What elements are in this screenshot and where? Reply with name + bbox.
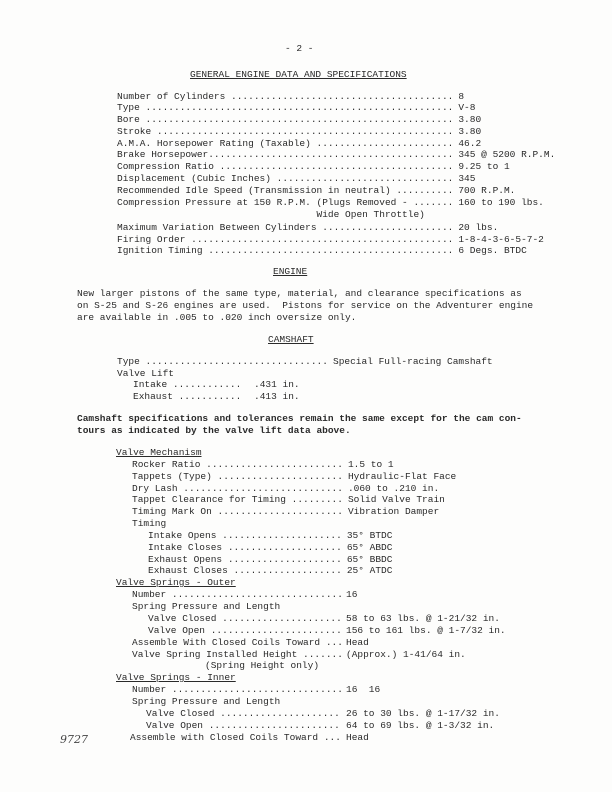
spec-value: 65° ABDC xyxy=(346,541,393,553)
camshaft-type-label: Type ................................ xyxy=(117,356,328,367)
spec-value: 46.2 xyxy=(458,138,482,149)
engine-paragraph-line: New larger pistons of the same type, material, and clearance specifications as xyxy=(77,288,522,299)
spec-row xyxy=(132,483,439,494)
spec-value: V-8 xyxy=(458,102,476,113)
spec-value: 8 xyxy=(458,91,465,102)
spec-row xyxy=(117,138,481,149)
engine-paragraph-line: on S-25 and S-26 engines are used. Pistons for service on the Adventurer engine xyxy=(77,300,534,311)
spec-row xyxy=(117,173,475,184)
outer-closed-value: 58 to 63 lbs. @ 1-21/32 in. xyxy=(346,613,500,624)
outer-installed-label: Valve Spring Installed Height ....... xyxy=(132,649,343,660)
inner-number-label: Number .............................. xyxy=(132,684,343,695)
spec-label: Exhaust Closes ................... xyxy=(148,565,342,577)
inner-assemble-value: Head xyxy=(346,732,369,743)
exhaust-lift-label: Exhaust ........... xyxy=(133,391,242,402)
outer-installed-value: (Approx.) 1-41/64 in. xyxy=(346,649,466,660)
spec-value: 1.5 to 1 xyxy=(347,459,394,470)
spec-value: 345 @ 5200 R.P.M. xyxy=(458,149,556,160)
timing-label: Timing xyxy=(132,518,167,529)
spec-label: Dry Lash ............................ xyxy=(132,482,343,494)
inner-open-value: 64 to 69 lbs. @ 1-3/32 in. xyxy=(346,720,495,731)
spec-value: .060 to .210 in. xyxy=(347,482,440,494)
camshaft-type-value: Special Full-racing Camshaft xyxy=(333,356,493,367)
spec-row xyxy=(132,506,439,517)
spec-label: Compression Pressure at 150 R.P.M. (Plugs Removed - ....... xyxy=(117,197,454,208)
valve-lift-label: Valve Lift xyxy=(117,368,175,379)
inner-number-value: 16 16 xyxy=(346,684,381,695)
spec-label: Firing Order .............................................. xyxy=(117,234,454,245)
spec-value: 20 lbs. xyxy=(458,222,499,233)
spec-label: Maximum Variation Between Cylinders ....................... xyxy=(117,222,454,233)
spec-label: Wide Open Throttle) xyxy=(117,209,425,220)
outer-open-value: 156 to 161 lbs. @ 1-7/32 in. xyxy=(346,625,506,636)
spec-row xyxy=(132,459,394,470)
spec-label: Rocker Ratio ........................ xyxy=(132,459,343,470)
camshaft-paragraph-line: Camshaft specifications and tolerances remain the same except for the cam con- xyxy=(77,413,522,424)
spec-label: Displacement (Cubic Inches) ............................... xyxy=(117,173,454,184)
outer-closed-label: Valve Closed ..................... xyxy=(148,613,342,624)
camshaft-paragraph-line: tours as indicated by the valve lift data above. xyxy=(77,425,351,436)
exhaust-lift-value: .413 in. xyxy=(254,391,300,402)
outer-assemble-label: Assemble With Closed Coils Toward ... xyxy=(132,637,343,648)
spec-value: 3.80 xyxy=(458,126,482,137)
spec-row xyxy=(117,209,447,220)
spec-value: 6 Degs. BTDC xyxy=(458,245,527,256)
inner-assemble-label: Assemble with Closed Coils Toward ... xyxy=(130,732,341,743)
spec-value: 160 to 190 lbs. xyxy=(458,197,544,208)
spec-row xyxy=(148,530,392,541)
springs-inner-title: Valve Springs - Inner xyxy=(116,672,236,683)
spec-label: Intake Opens ..................... xyxy=(148,530,342,541)
spec-row xyxy=(117,161,510,172)
outer-pressure-label: Spring Pressure and Length xyxy=(132,601,281,612)
spec-row xyxy=(148,542,392,553)
outer-open-label: Valve Open ....................... xyxy=(148,625,342,636)
spec-value: 65° BBDC xyxy=(346,553,393,565)
spec-row xyxy=(117,197,544,208)
spec-value: 35° BTDC xyxy=(346,530,393,541)
intake-lift-label: Intake ............ xyxy=(133,379,242,390)
outer-number-value: 16 xyxy=(346,589,358,600)
spec-label: Recommended Idle Speed (Transmission in neutral) .......... xyxy=(117,185,454,196)
inner-pressure-label: Spring Pressure and Length xyxy=(132,696,281,707)
spec-row xyxy=(132,494,445,505)
spec-label: Tappets (Type) ...................... xyxy=(132,470,343,482)
engine-paragraph-line: are available in .005 to .020 inch oversize only. xyxy=(77,312,357,323)
spec-label: Number of Cylinders ....................................... xyxy=(117,91,454,102)
outer-installed-note: (Spring Height only) xyxy=(205,660,320,671)
inner-closed-value: 26 to 30 lbs. @ 1-17/32 in. xyxy=(346,708,500,719)
spec-row xyxy=(117,185,515,196)
spec-row xyxy=(117,102,475,113)
spec-row xyxy=(117,114,481,125)
inner-closed-label: Valve Closed ..................... xyxy=(146,708,340,719)
spec-row xyxy=(117,91,464,102)
spec-label: Compression Ratio ......................................... xyxy=(117,161,454,172)
section-title-engine: ENGINE xyxy=(273,266,308,277)
spec-value: 700 R.P.M. xyxy=(458,185,516,196)
spec-label: Stroke .................................................... xyxy=(117,126,454,137)
valve-mechanism-title: Valve Mechanism xyxy=(116,447,202,458)
section-title-general: GENERAL ENGINE DATA AND SPECIFICATIONS xyxy=(190,69,407,80)
spec-label: Exhaust Opens .................... xyxy=(148,553,342,565)
handwritten-number: 9727 xyxy=(60,733,88,746)
spec-label: Timing Mark On ...................... xyxy=(132,506,343,518)
spec-value: 1-8-4-3-6-5-7-2 xyxy=(458,234,544,245)
spec-row xyxy=(117,126,481,137)
page-number: - 2 - xyxy=(285,43,314,54)
spec-row xyxy=(117,149,555,160)
spec-label: Bore ...................................................... xyxy=(117,114,454,125)
spec-label: Tappet Clearance for Timing ......... xyxy=(132,494,343,506)
spec-label: Intake Closes .................... xyxy=(148,541,342,553)
inner-open-label: Valve Open ....................... xyxy=(146,720,340,731)
spec-row xyxy=(148,554,392,565)
spec-value: 9.25 to 1 xyxy=(458,161,510,172)
spec-row xyxy=(117,222,498,233)
spec-value: 345 xyxy=(458,173,476,184)
spec-label: Type ...................................................... xyxy=(117,102,454,113)
outer-number-label: Number .............................. xyxy=(132,589,343,600)
spec-row xyxy=(132,471,456,482)
section-title-camshaft: CAMSHAFT xyxy=(268,334,314,345)
springs-outer-title: Valve Springs - Outer xyxy=(116,577,236,588)
spec-value: 25° ATDC xyxy=(346,565,393,577)
spec-value: 3.80 xyxy=(458,114,482,125)
outer-assemble-value: Head xyxy=(346,637,369,648)
intake-lift-value: .431 in. xyxy=(254,379,300,390)
spec-label: A.M.A. Horsepower Rating (Taxable) ........................ xyxy=(117,138,454,149)
spec-row xyxy=(117,245,527,256)
spec-value: Solid Valve Train xyxy=(347,494,445,506)
spec-label: Ignition Timing ........................................... xyxy=(117,245,454,256)
spec-value: Hydraulic-Flat Face xyxy=(347,470,457,482)
spec-row xyxy=(148,565,392,576)
spec-label: Brake Horsepower........................................... xyxy=(117,149,454,160)
spec-row xyxy=(117,234,544,245)
spec-value: Vibration Damper xyxy=(347,506,440,518)
